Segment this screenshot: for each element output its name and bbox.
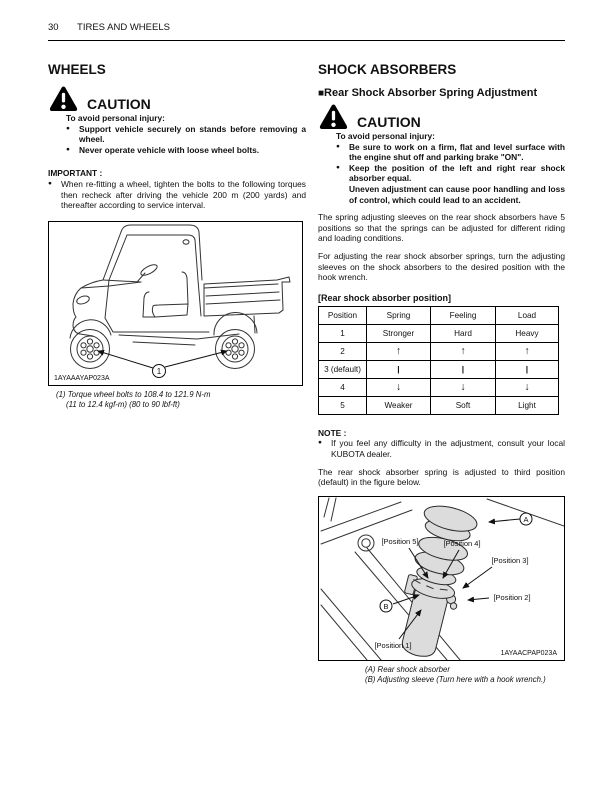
callout-a — [489, 513, 532, 525]
table-row — [319, 378, 559, 396]
column-header: Position — [319, 306, 367, 324]
figure-code: 1AYAAAYAP023A — [54, 374, 110, 382]
caution-intro: To avoid personal injury: — [336, 131, 435, 141]
caution-block-shock — [318, 103, 565, 205]
list-item — [66, 124, 306, 145]
down-arrow-icon: ↓ — [367, 378, 431, 396]
body-paragraph: For adjusting the rear shock absorber springs, turn the adjusting sleeves on the shock absorbers to the desired position with the hook wrench. — [318, 250, 565, 283]
table-row — [319, 396, 559, 414]
figure-code: 1AYAACPAP023A — [500, 649, 557, 657]
figure-vehicle — [48, 221, 303, 386]
caution-bullet: Be sure to work on a firm, flat and level surface with the engine shut off and parking brake "ON". — [349, 141, 565, 163]
table-row — [319, 342, 559, 360]
list-item — [66, 145, 306, 156]
position-2-label: [Position 2] — [493, 592, 531, 602]
note-block — [318, 428, 565, 460]
position-1-label: [Position 1] — [374, 640, 412, 650]
cell-position: 5 — [319, 396, 367, 414]
up-arrow-icon: ↑ — [496, 342, 559, 360]
right-column — [318, 60, 565, 686]
shock-absorber-illustration — [319, 497, 564, 660]
arrow-stem-icon: | — [431, 360, 496, 378]
cell-position: 1 — [319, 324, 367, 342]
page-header — [48, 22, 565, 33]
cell-position: 4 — [319, 378, 367, 396]
position-4-label: [Position 4] — [443, 538, 481, 548]
table-header-row — [319, 306, 559, 324]
caution-label: CAUTION — [87, 96, 151, 112]
down-arrow-icon: ↓ — [496, 378, 559, 396]
callout-a-letter: A — [523, 514, 529, 524]
caution-bullet-continuation: Uneven adjustment can cause poor handling and loss of control, which could lead to an accident. — [349, 183, 565, 205]
shock-absorber-body — [390, 501, 479, 660]
column-header: Feeling — [431, 306, 496, 324]
important-bullet: When re-fitting a wheel, tighten the bolts to the following torques then recheck after driving the vehicle 200 m (200 yards) and thereafter according to service interval. — [61, 178, 306, 211]
body-paragraph: The rear shock absorber spring is adjusted to third position (default) in the figure below. — [318, 466, 565, 488]
caption-line: (1) Torque wheel bolts to 108.4 to 121.9 N-m — [56, 389, 211, 399]
callout-1 — [98, 351, 227, 378]
square-marker-icon: ■ — [318, 88, 325, 99]
caution-triangle-icon — [319, 103, 348, 130]
shock-position-table — [318, 306, 559, 415]
bullet-icon: ● — [336, 163, 340, 171]
position-5-label: [Position 5] — [381, 536, 419, 546]
arrow-stem-icon: | — [496, 360, 559, 378]
bullet-icon: ● — [318, 439, 322, 447]
caption-line: (B) Adjusting sleeve (Turn here with a hook wrench.) — [365, 675, 546, 685]
bullet-icon: ● — [66, 124, 70, 132]
column-header: Load — [496, 306, 559, 324]
left-column — [48, 60, 306, 411]
column-header: Spring — [367, 306, 431, 324]
caution-bullet: Never operate vehicle with loose wheel bolts. — [79, 144, 260, 155]
callout-1-number: 1 — [156, 366, 162, 376]
figure-caption — [365, 665, 565, 686]
chapter-title: TIRES AND WHEELS — [77, 22, 170, 33]
note-label: NOTE : — [318, 427, 347, 438]
cell-load: Heavy — [496, 324, 559, 342]
cell-feeling: Soft — [431, 396, 496, 414]
cell-feeling: Hard — [431, 324, 496, 342]
caution-block-wheels — [48, 85, 306, 155]
body-paragraph: The spring adjusting sleeves on the rear shock absorbers have 5 positions so that the springs can be adjusted for different riding and loading conditions. — [318, 212, 565, 244]
list-item — [336, 163, 565, 184]
table-title: [Rear shock absorber position] — [318, 292, 452, 303]
up-arrow-icon: ↑ — [367, 342, 431, 360]
cell-position: 3 (default) — [319, 360, 367, 378]
bullet-icon: ● — [48, 179, 52, 187]
section-heading-wheels: WHEELS — [48, 62, 106, 77]
caution-label: CAUTION — [357, 114, 421, 130]
position-3-label: [Position 3] — [491, 555, 529, 565]
table-row — [319, 360, 559, 378]
important-block — [48, 168, 306, 210]
arrow-stem-icon: | — [367, 360, 431, 378]
caption-line: (11 to 12.4 kgf-m) (80 to 90 lbf-ft) — [66, 400, 180, 410]
list-item — [318, 438, 565, 459]
rear-wheel — [216, 329, 255, 368]
page-number: 30 — [48, 22, 59, 33]
down-arrow-icon: ↓ — [431, 378, 496, 396]
cell-position: 2 — [319, 342, 367, 360]
important-label: IMPORTANT : — [48, 168, 103, 179]
cell-spring: Weaker — [367, 396, 431, 414]
header-rule — [48, 40, 565, 41]
table-row — [319, 324, 559, 342]
list-item — [336, 142, 565, 163]
vehicle-illustration — [49, 222, 302, 385]
caption-line: (A) Rear shock absorber — [365, 664, 450, 674]
caution-bullet: Keep the position of the left and right rear shock absorber equal. — [349, 162, 565, 184]
cell-spring: Stronger — [367, 324, 431, 342]
callout-b-letter: B — [383, 601, 389, 611]
bullet-icon: ● — [66, 145, 70, 153]
caution-bullet: Support vehicle securely on stands before removing a wheel. — [79, 123, 306, 145]
caution-triangle-icon — [49, 85, 78, 112]
up-arrow-icon: ↑ — [431, 342, 496, 360]
cell-load: Light — [496, 396, 559, 414]
subsection-title: Rear Shock Absorber Spring Adjustment — [324, 87, 538, 99]
figure-caption — [56, 390, 306, 411]
bullet-icon: ● — [336, 142, 340, 150]
note-bullet: If you feel any difficulty in the adjustment, consult your local KUBOTA dealer. — [331, 438, 565, 459]
subsection-heading — [318, 87, 565, 99]
caution-intro: To avoid personal injury: — [66, 113, 165, 123]
figure-shock-absorber — [318, 496, 565, 661]
section-heading-shock-absorbers: SHOCK ABSORBERS — [318, 62, 457, 77]
list-item — [48, 179, 306, 211]
